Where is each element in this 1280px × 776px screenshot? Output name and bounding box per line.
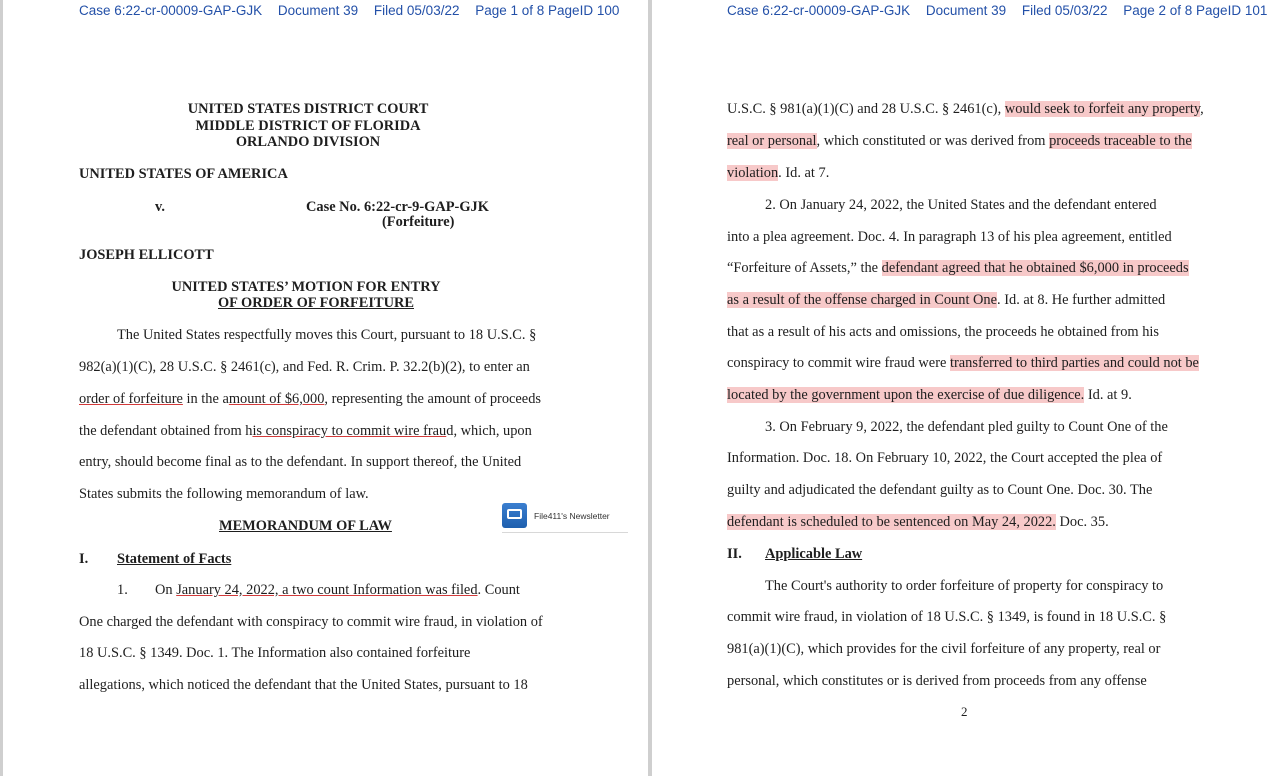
highlighted-text: defendant is scheduled to be sentenced on May 24, 2022.	[727, 514, 1056, 530]
body-line: 2. On January 24, 2022, the United States and the defendant entered	[765, 197, 1157, 213]
section-title: Statement of Facts	[117, 551, 232, 567]
case-number-header: Case 6:22-cr-00009-GAP-GJK	[727, 3, 911, 18]
motion-title-line-1: UNITED STATES’ MOTION FOR ENTRY	[171, 279, 441, 295]
para-number: 1.	[117, 582, 128, 598]
highlighted-text: located by the government upon the exercise of due diligence.	[727, 387, 1085, 403]
law-line-4: personal, which constitutes or is derived from proceeds from any offense	[727, 673, 1147, 689]
para1-line-1	[155, 581, 520, 599]
para1-line-4: allegations, which noticed the defendant that the United States, pursuant to 18	[79, 677, 528, 693]
text-run: U.S.C. § 981(a)(1)(C) and 28 U.S.C. § 2461(c),	[727, 101, 1005, 117]
section-number: I.	[79, 551, 89, 567]
page-header	[79, 3, 619, 18]
section-title: Applicable Law	[765, 546, 863, 562]
newsletter-label: File411's Newsletter	[534, 511, 610, 521]
body-line	[727, 354, 1199, 372]
body-line: 3. On February 9, 2022, the defendant pled guilty to Count One of the	[765, 419, 1168, 435]
highlighted-text: proceeds traceable to the	[1049, 133, 1192, 149]
text-run: On	[155, 582, 177, 598]
body-line	[727, 164, 829, 182]
document-number-header: Document 39	[925, 3, 1007, 18]
text-run: . Count	[477, 582, 520, 598]
court-name: UNITED STATES DISTRICT COURT	[187, 101, 429, 117]
motion-title-line-2: OF ORDER OF FORFEITURE	[217, 295, 414, 311]
annotated-text: is conspiracy to commit wire frau	[252, 423, 447, 439]
text-run: the defendant obtained from h	[79, 423, 253, 439]
page-id-header: Page 1 of 8 PageID 100	[475, 3, 620, 18]
body-line	[727, 291, 1165, 309]
court-district: MIDDLE DISTRICT OF FLORIDA	[195, 118, 421, 134]
intro-line-3	[79, 390, 541, 408]
intro-line-1: The United States respectfully moves this Court, pursuant to 18 U.S.C. §	[117, 327, 537, 343]
annotated-text: January 24, 2022, a two count Information was filed	[176, 582, 478, 598]
document-page-2	[652, 0, 1280, 776]
intro-line-2: 982(a)(1)(C), 28 U.S.C. § 2461(c), and Fed. R. Crim. P. 32.2(b)(2), to enter an	[79, 359, 530, 375]
law-line-2: commit wire fraud, in violation of 18 U.S.C. § 1349, is found in 18 U.S.C. §	[727, 609, 1167, 625]
highlighted-text: would seek to forfeit any property	[1004, 101, 1201, 117]
text-run: , representing the amount of proceeds	[324, 391, 541, 407]
document-page-1	[3, 0, 648, 776]
law-line-3: 981(a)(1)(C), which provides for the civil forfeiture of any property, real or	[727, 641, 1161, 657]
body-line	[727, 132, 1192, 150]
section-number: II.	[727, 546, 742, 562]
highlighted-text: violation	[727, 165, 779, 181]
case-number: Case No. 6:22-cr-9-GAP-GJK	[306, 199, 489, 215]
body-line	[727, 100, 1204, 118]
case-number-header: Case 6:22-cr-00009-GAP-GJK	[79, 3, 263, 18]
text-run: , which constituted or was derived from	[816, 133, 1050, 149]
filed-date-header: Filed 05/03/22	[1021, 3, 1108, 18]
body-line: that as a result of his acts and omissions, the proceeds he obtained from his	[727, 324, 1160, 340]
intro-line-4	[79, 422, 532, 440]
page-id-header: Page 2 of 8 PageID 101	[1123, 3, 1268, 18]
memorandum-heading: MEMORANDUM OF LAW	[219, 518, 392, 534]
text-run: “Forfeiture of Assets,” the	[727, 260, 882, 276]
law-line-1: The Court's authority to order forfeiture of property for conspiracy to	[765, 578, 1164, 594]
body-line: guilty and adjudicated the defendant guilty as to Count One. Doc. 30. The	[727, 482, 1153, 498]
document-number-header: Document 39	[277, 3, 359, 18]
body-line: Information. Doc. 18. On February 10, 2022, the Court accepted the plea of	[727, 450, 1163, 466]
body-line: into a plea agreement. Doc. 4. In paragraph 13 of his plea agreement, entitled	[727, 229, 1172, 245]
text-run: . Id. at 8. He further admitted	[997, 292, 1166, 308]
page-number: 2	[961, 704, 968, 719]
body-line	[727, 259, 1189, 277]
page-header	[727, 3, 1267, 18]
para1-line-3: 18 U.S.C. § 1349. Doc. 1. The Information also contained forfeiture	[79, 645, 471, 661]
newsletter-widget[interactable]	[502, 502, 628, 533]
text-run: in the a	[182, 391, 229, 407]
text-run: . Id. at 7.	[778, 165, 830, 181]
newsletter-icon	[502, 503, 527, 528]
highlighted-text: transferred to third parties and could not be	[949, 355, 1199, 371]
court-division: ORLANDO DIVISION	[235, 134, 381, 150]
annotated-text: order of forfeiture	[79, 391, 183, 407]
case-type: (Forfeiture)	[382, 214, 455, 230]
body-line	[727, 513, 1109, 531]
highlighted-text: defendant agreed that he obtained $6,000 in proceeds	[881, 260, 1189, 276]
body-line	[727, 386, 1132, 404]
para1-line-2: One charged the defendant with conspiracy to commit wire fraud, in violation of	[79, 614, 543, 630]
versus: v.	[155, 199, 165, 215]
annotated-text: mount of $6,000	[228, 391, 325, 407]
defendant-name: JOSEPH ELLICOTT	[79, 247, 214, 263]
text-run: conspiracy to commit wire fraud were	[727, 355, 950, 371]
filed-date-header: Filed 05/03/22	[373, 3, 460, 18]
intro-line-6: States submits the following memorandum of law.	[79, 486, 369, 502]
plaintiff-name: UNITED STATES OF AMERICA	[79, 166, 288, 182]
text-run: ,	[1200, 101, 1204, 117]
highlighted-text: real or personal	[727, 133, 817, 149]
intro-line-5: entry, should become final as to the defendant. In support thereof, the United	[79, 454, 522, 470]
text-run: d, which, upon	[446, 423, 532, 439]
highlighted-text: as a result of the offense charged in Count One	[727, 292, 998, 308]
text-run: Id. at 9.	[1084, 387, 1132, 403]
text-run: Doc. 35.	[1055, 514, 1109, 530]
